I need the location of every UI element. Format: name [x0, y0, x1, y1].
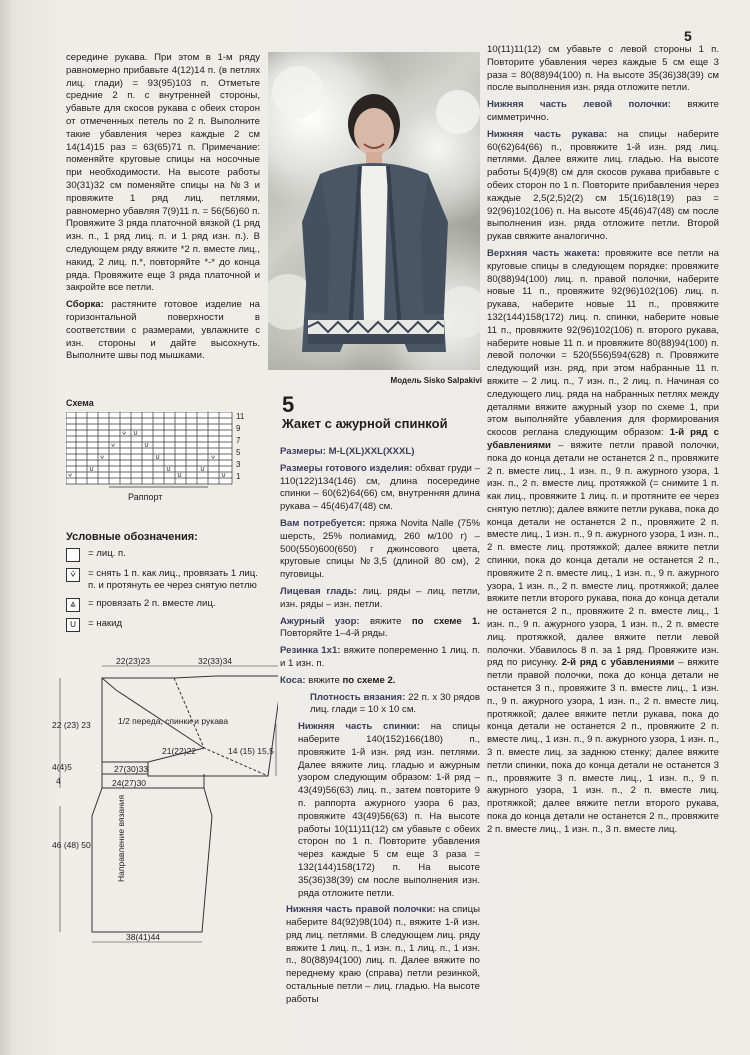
dim-mid2: 24(27)30	[112, 778, 147, 788]
left-front-paragraph	[487, 99, 719, 125]
rib-text: вяжите попеременно 1 лиц. п. и 1 изн. п.	[280, 645, 480, 669]
legend	[66, 548, 266, 638]
dim-diag: 21(22)22	[162, 746, 197, 756]
dim-bottom: 38(41)44	[126, 932, 161, 942]
legend-text: = провязать 2 п. вместе лиц.	[88, 598, 216, 609]
model-figure	[268, 52, 480, 370]
back-title: Нижняя часть спинки:	[298, 721, 420, 733]
rapport-label: Раппорт	[128, 492, 163, 502]
legend-item-k2tog	[66, 598, 266, 612]
row1-title: 1-й ряд с убавлениями	[487, 427, 719, 451]
dims-title: Размеры готового изделия:	[280, 462, 413, 474]
assembly-text: растяните готовое изделие на горизонтальной поверхности в соответствии с размерами, увлажните с изн. стороны и дайте высохнуть. Выполните швы под мышками.	[66, 299, 260, 362]
legend-title: Условные обозначения:	[66, 531, 198, 543]
svg-text:∪: ∪	[166, 465, 172, 473]
density-paragraph	[280, 692, 480, 718]
right-front-text: на спицы наберите 84(92)98(104) п., вяжите 1-й изн. ряд лиц. петлями. В следующем лиц. ряду вяжите 1 лиц. п., 1 изн. п., 1 лиц. п., 1 изн. п., 80(88)94(100) лиц. п. Далее вяжите по переднему краю (справа) петли резинкой, остальные петли – лиц. гладью. На высоте работы	[286, 904, 480, 1005]
right-front-title: Нижняя часть правой полочки:	[286, 904, 436, 916]
stst-title: Лицевая гладь:	[280, 585, 357, 597]
svg-text:⩒: ⩒	[100, 453, 105, 461]
knit-icon	[66, 548, 80, 562]
right-front-paragraph	[280, 904, 480, 1006]
yarn-over-icon: ∪	[66, 618, 80, 632]
lace-chart	[66, 412, 266, 492]
need-title: Вам потребуется:	[280, 517, 366, 529]
assembly-paragraph	[66, 299, 260, 363]
row2-title: 2-й ряд с убавлениями	[561, 657, 675, 669]
dim-top2: 32(33)34	[198, 656, 233, 666]
ssk-icon: ⩒	[66, 568, 80, 582]
legend-text: = накид	[88, 618, 123, 629]
sizes-title: Размеры:	[280, 446, 326, 457]
svg-text:⩒: ⩒	[111, 441, 116, 449]
lace-text-b: по схеме 1.	[411, 615, 481, 627]
row2-text: – вяжите петли правой полочки, пока до конца детали не останется 3 п., провяжите 3 п. вместе лиц., 1 изн. п., 9 п. ажурного узора, 1 изн. п., 2 п. вместе лиц. протяжкой; далее вяжите петли рукава, пока до конца детали не останется 2 п., провяжите 2 п. вместе лиц., 1 изн. п., 9 п. ажурного узора, 1 изн. п., 3 п. вместе лиц. за заднюю стенку; далее вяжите петли спинки, пока до конца детали не останется 3 п., провяжите 3 п. вместе лиц., 1 изн. п., 9 п. ажурного узора, 1 изн. п., 2 п. вместе лиц. протяжкой; далее вяжите петли второго рукава, пока до конца детали не останется 2 п., провяжите 2 п. вместе лиц., 1 изн. п., 3 п. вместе лиц.	[487, 657, 719, 835]
lace-text-c: Повторяйте 1–4-й ряды.	[280, 628, 388, 640]
dim-mid1: 27(30)33	[114, 764, 149, 774]
column-left	[66, 52, 260, 367]
column-middle	[280, 446, 480, 1011]
dim-top1: 22(23)23	[116, 656, 151, 666]
inner-label: 1/2 переда, спинки и рукава	[118, 716, 229, 726]
svg-text:∪: ∪	[133, 429, 139, 437]
sizes-text: M-L(XL)XXL(XXXL)	[328, 446, 415, 457]
row-number: 7	[236, 436, 241, 445]
svg-text:∪: ∪	[177, 471, 183, 479]
density-title: Плотность вязания:	[310, 691, 406, 703]
sleeve-paragraph	[487, 129, 719, 244]
scheme-grid	[66, 412, 266, 497]
right-front-continued: 10(11)11(12) см убавьте с левой стороны 1 п. Повторите убавления через каждые 5 см еще 3 раза = 80(88)94(100) п. На высоте 35(36)38(39) см после выполнения изн. ряда отложите петли.	[487, 44, 719, 94]
lace-text-a: вяжите	[369, 615, 402, 627]
svg-text:⩒: ⩒	[122, 429, 127, 437]
svg-text:∪: ∪	[200, 465, 206, 473]
legend-text: = снять 1 п. как лиц., провязать 1 лиц. п. и протянуть ее через снятую петлю	[88, 568, 258, 591]
column-right	[487, 44, 719, 841]
need-text: пряжа Novita Nalle (75% шерсть, 25% полиамид, 260 м/100 г) – 500(550)600(650) г джинсового цвета, круговые спицы №3,5 (длиной 80 см), 2 пуговицы.	[280, 517, 480, 581]
row-number: 11	[236, 412, 245, 421]
assembly-title: Сборка:	[66, 299, 104, 311]
upper-title: Верхняя часть жакета:	[487, 247, 600, 259]
upper-text: провяжите все петли на круговые спицы в следующем порядке: провяжите 80(88)94(100) лиц. п. правой полочки, наберите новые 11 п., провяжите 92(96)102(106) лиц. п. рукава, наберите новые 11 п., провяжите 132(144)158(172) лиц. п. спинки, наберите новые 11 п., провяжите 92(96)102(106) п. второго рукава, наберите новые 11 п. и провяжите 80(88)94(100) п. левой полочки = 520(556)594(628) п. Провяжите следующий изн. ряд, при этом набранные 11 п. вяжите – 2 лиц. п., 7 изн. п., 2 лиц. п. Начиная со следующего лиц. ряда на набранных петлях между деталями вяжите ажурный узор по схеме 1, при этом выполняйте убавления для формирования скосов реглана следующим образом:	[487, 247, 719, 439]
row1-text: – вяжите петли правой полочки, пока до конца детали не останется 2 п., провяжите 2 п. вместе лиц., 1 изн. п., 9 п. ажурного узора, 1 изн. п., 2 п. вместе лиц. протяжкой (= снимите 1 п. как лиц., провяжите 1 лиц. п. и протяните ее через снятую петлю); далее вяжите петли рукава, пока до конца детали не останется 2 п., провяжите 2 п. вместе лиц., 1 изн. п., 9 п. ажурного узора, 1 изн. п., 2 п. вместе лиц. протяжкой; далее вяжите петли спинки, пока до конца детали не останется 2 п., провяжите 2 п. вместе лиц., 1 изн. п., 9 п. ажурного узора, 1 изн. п., 2 п. вместе лиц. протяжкой; далее вяжите петли второго рукава, пока до конца детали не останется 2 п., провяжите 2 п. вместе лиц., 1 изн. п., 9 п. ажурного узора, 1 изн. п., 2 п. вместе лиц. протяжкой, далее вяжите петли левой полочки. Убавилось 8 п. за 1 ряд. Провяжите изн. ряд по рисунку.	[487, 439, 719, 669]
rib-paragraph	[280, 645, 480, 671]
legend-item-yo	[66, 618, 266, 632]
row-number: 1	[236, 472, 241, 481]
lace-paragraph	[280, 616, 480, 642]
legend-item-ssk	[66, 568, 266, 592]
row-number: 9	[236, 424, 241, 433]
pattern-diagram	[52, 656, 278, 953]
cable-title: Коса:	[280, 674, 306, 686]
svg-text:⩒: ⩒	[211, 453, 216, 461]
model-photo	[268, 52, 480, 370]
need-paragraph	[280, 518, 480, 582]
dim-left2: 4(4)5	[52, 762, 72, 772]
dim-left-main: 46 (48) 50	[52, 840, 91, 850]
direction-label: Направление вязания	[116, 794, 126, 882]
photo-caption: Модель Sisko Salpakivi	[390, 376, 482, 385]
k2tog-icon: ⩓	[66, 598, 80, 612]
sleeve-continued-text: середине рукава. При этом в 1-м ряду равномерно прибавьте 4(12)14 п. (в петлях лиц. глади) = 93(95)103 п. Отметьте средние 2 п. с внутренней стороны, убавьте для скосов рукава с обеих сторон от отмеченных петель по 2 п. Выполните такие убавления через каждые 2 см 14(14)15 раз = 63(65)71 п. Примечание: поменяйте круговые спицы на носочные при необходимости. На высоте работы 30(31)32 см поменяйте спицы на №3 и провяжите 1 ряд лиц. петлями, равномерно убавляя 7(9)11 п. = 56(56)60 п. Провяжите 3 ряда платочной вязкой (1 ряд изн. п., 1 ряд лиц. п. и 1 ряд изн. п.). В следующем ряду вяжите *2 п. вместе лиц., накид, 2 лиц. п.*, повторяйте *-* до конца ряда. Провяжите еще 3 ряда платочной и закройте все петли.	[66, 52, 260, 294]
dim-left3: 4	[56, 776, 61, 786]
page-number: 5	[684, 28, 692, 44]
left-front-title: Нижняя часть левой полочки:	[487, 99, 671, 111]
upper-paragraph	[487, 248, 719, 837]
svg-text:∪: ∪	[221, 471, 227, 479]
stst-paragraph	[280, 586, 480, 612]
back-text: на спицы наберите 140(152)166(180) п., провяжите 1-й изн. ряд изн. петлями. Далее вяжите лиц. гладью и ажурным узором следующим образом: 1-й ряд – 43(49)56(63) лиц. п., затем повторите 9 п. раппорта ажурного узора 6 раз, провяжите 43(49)56(63) п. На высоте работы 10(11)11(12) см убавьте с обеих сторон по 1 п. Повторите убавления через каждые 5 см еще 3 раза = 132(144)158(172) п. На высоте 35(36)38(39) см после выполнения изн. ряда отложите петли.	[298, 721, 480, 899]
dims-paragraph	[280, 463, 480, 514]
scheme-label: Схема	[66, 398, 94, 408]
svg-text:∪: ∪	[89, 465, 95, 473]
left-front-text: вяжите симметрично.	[487, 99, 719, 123]
row-number: 3	[236, 460, 241, 469]
stst-text: лиц. ряды – лиц. петли, изн. ряды – изн. петли.	[280, 585, 480, 610]
cable-paragraph	[280, 675, 480, 688]
svg-text:⩒: ⩒	[68, 471, 73, 479]
cable-text-b: по схеме 2.	[342, 674, 396, 686]
sleeve-title: Нижняя часть рукава:	[487, 128, 608, 140]
legend-item-knit	[66, 548, 266, 562]
lace-title: Ажурный узор:	[280, 615, 360, 627]
dims-text: обхват груди – 110(122)134(146) см, длина посередине спинки – 60(62)64(66) см, внутренняя длина рукава – 45(46)47(48) см.	[280, 462, 481, 513]
sleeve-text: на спицы наберите 60(62)64(66) п., провяжите 1-й изн. ряд лиц. петлями. Далее вяжите лиц. гладью. На высоте работы 5(4)9(8) см для скосов рукава прибавьте с обеих сторон по 1 п. Повторите прибавления через каждые 2,5(2,5)2(2) см 15(16)18(19) раз = 92(96)102(106) п. На высоте 45(46)47(48) см после выполнения изн. ряда отложите петли. Второй рукав свяжите аналогично.	[487, 128, 719, 243]
sizes-paragraph	[280, 446, 480, 459]
dim-left-block: 22 (23) 23	[52, 720, 91, 730]
pattern-svg	[52, 656, 278, 948]
section-title: Жакет с ажурной спинкой	[282, 416, 448, 431]
row-number: 5	[236, 448, 241, 457]
svg-text:∪: ∪	[144, 441, 150, 449]
svg-text:∪: ∪	[155, 453, 161, 461]
dim-right-side: 14 (15) 15,5	[228, 746, 274, 756]
rib-title: Резинка 1х1:	[280, 645, 341, 657]
density-text: 22 п. х 30 рядов лиц. глади = 10 х 10 см.	[310, 691, 480, 716]
legend-text: = лиц. п.	[88, 548, 126, 559]
back-paragraph	[280, 721, 480, 900]
section-number: 5	[282, 392, 295, 417]
cable-text-a: вяжите	[308, 674, 340, 686]
